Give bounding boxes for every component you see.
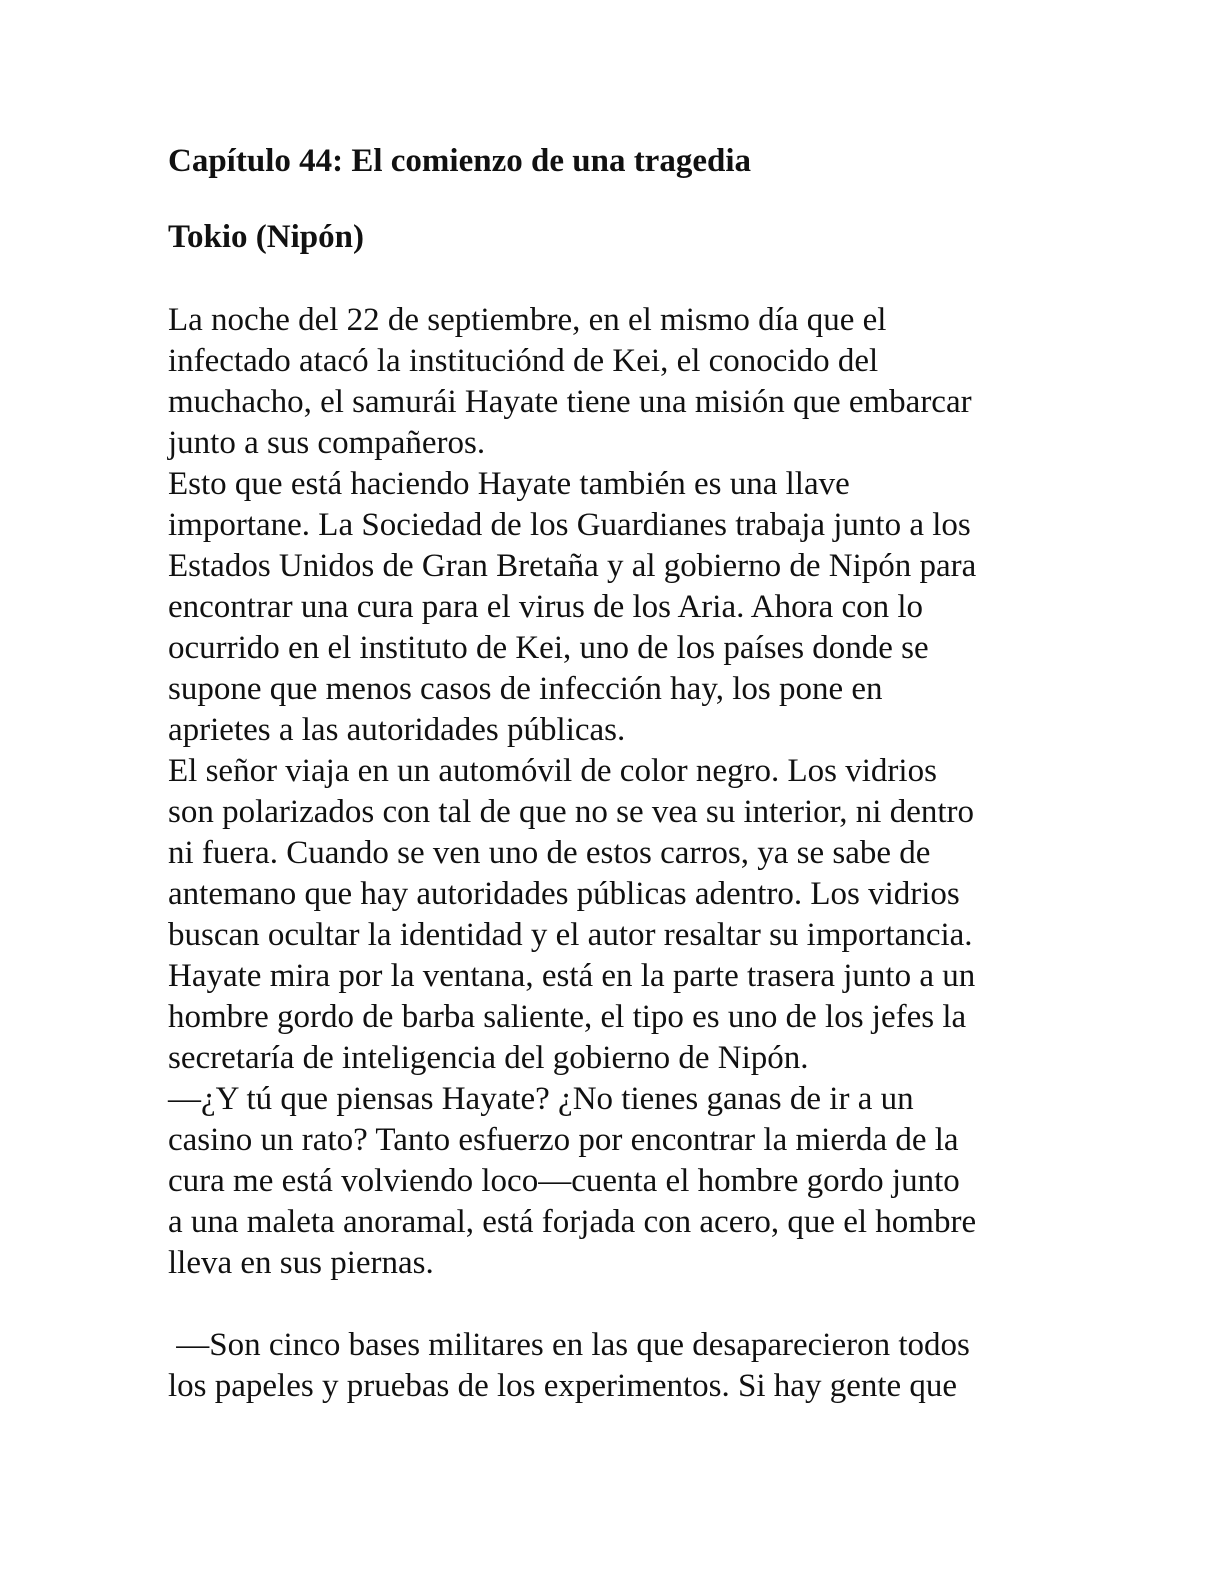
text-line: aprietes a las autoridades públicas.: [168, 712, 626, 748]
text-line: ni fuera. Cuando se ven uno de estos carros, ya se sabe de: [168, 835, 931, 871]
body-paragraphs: [168, 300, 1058, 1407]
text-line: ocurrido en el instituto de Kei, uno de los países donde se: [168, 630, 929, 666]
text-line: hombre gordo de barba saliente, el tipo es uno de los jefes la: [168, 999, 967, 1035]
text-line: buscan ocultar la identidad y el autor resaltar su importancia.: [168, 917, 973, 953]
text-line: son polarizados con tal de que no se vea su interior, ni dentro: [168, 794, 975, 830]
text-line: El señor viaja en un automóvil de color negro. Los vidrios: [168, 753, 937, 789]
chapter-title: Capítulo 44: El comienzo de una tragedia: [168, 143, 751, 179]
text-line: muchacho, el samurái Hayate tiene una misión que embarcar: [168, 384, 972, 420]
text-line: supone que menos casos de infección hay, los pone en: [168, 671, 883, 707]
text-line: cura me está volviendo loco—cuenta el hombre gordo junto: [168, 1163, 960, 1199]
text-line: casino un rato? Tanto esfuerzo por encontrar la mierda de la: [168, 1122, 959, 1158]
location-heading: Tokio (Nipón): [168, 219, 364, 255]
text-line: lleva en sus piernas.: [168, 1245, 434, 1281]
text-line: Estados Unidos de Gran Bretaña y al gobierno de Nipón para: [168, 548, 977, 584]
text-line: junto a sus compañeros.: [168, 425, 486, 461]
text-line: importane. La Sociedad de los Guardianes trabaja junto a los: [168, 507, 971, 543]
text-line: los papeles y pruebas de los experimentos. Si hay gente que: [168, 1368, 958, 1404]
text-line: encontrar una cura para el virus de los Aria. Ahora con lo: [168, 589, 924, 625]
paragraph-gap: [168, 1284, 1058, 1325]
document-page: [168, 140, 1058, 1407]
text-line: —¿Y tú que piensas Hayate? ¿No tienes ganas de ir a un: [168, 1081, 914, 1117]
text-line: secretaría de inteligencia del gobierno de Nipón.: [168, 1040, 809, 1076]
text-line: La noche del 22 de septiembre, en el mismo día que el: [168, 302, 887, 338]
text-line: Hayate mira por la ventana, está en la parte trasera junto a un: [168, 958, 976, 994]
text-line: Esto que está haciendo Hayate también es una llave: [168, 466, 850, 502]
text-line: infectado atacó la instituciónd de Kei, el conocido del: [168, 343, 879, 379]
text-line: —Son cinco bases militares en las que desaparecieron todos: [168, 1327, 970, 1363]
text-line: antemano que hay autoridades públicas adentro. Los vidrios: [168, 876, 960, 912]
text-line: a una maleta anoramal, está forjada con acero, que el hombre: [168, 1204, 977, 1240]
